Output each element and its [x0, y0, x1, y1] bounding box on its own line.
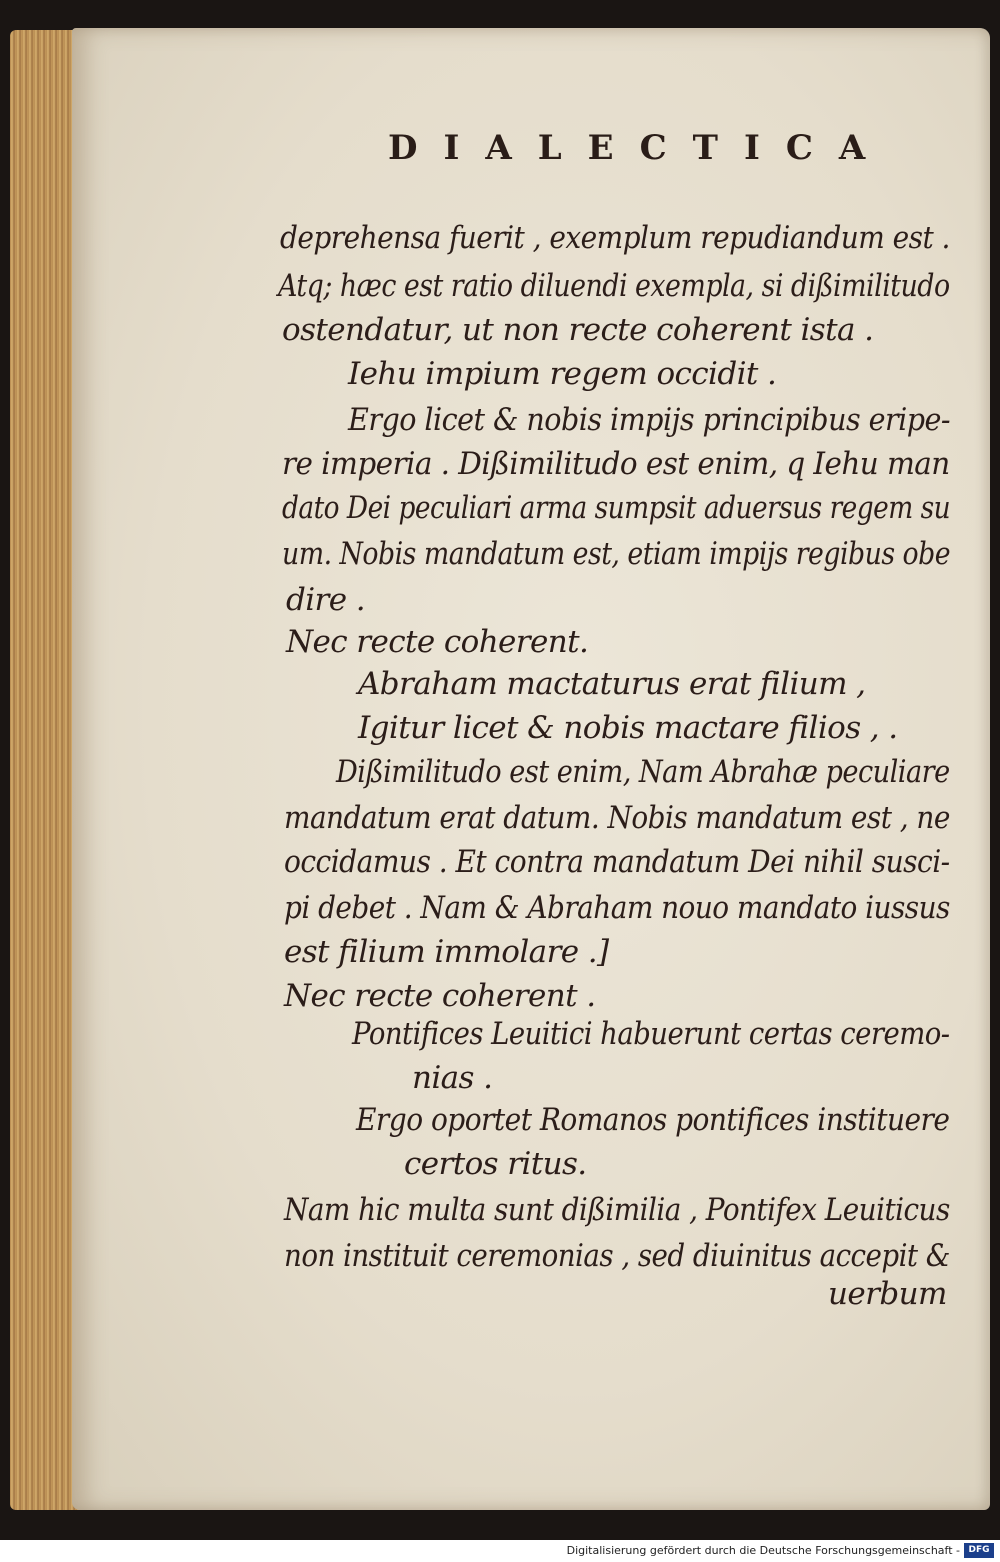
text-line: deprehensa fuerit , exemplum repudiandum est .	[280, 220, 950, 256]
text-line: Iehu impium regem occidit .	[348, 356, 777, 392]
text-line: Nec recte coherent.	[286, 624, 589, 660]
text-line: dato Dei peculiari arma sumpsit aduersus regem su	[282, 490, 951, 526]
text-line: Ergo licet & nobis impijs principibus eripe-	[348, 402, 950, 438]
text-line: Nam hic multa sunt dißimilia , Pontifex Leuiticus	[284, 1192, 950, 1228]
text-line: dire .	[286, 582, 366, 618]
catchword: uerbum	[828, 1276, 947, 1312]
text-line: pi debet . Nam & Abraham nouo mandato iussus	[284, 890, 950, 926]
text-line: ostendatur, ut non recte coherent ista .	[282, 312, 874, 348]
text-line: Igitur licet & nobis mactare filios , .	[358, 710, 898, 746]
text-line: Atq; hæc est ratio diluendi exempla, si dißimilitudo	[278, 268, 950, 304]
text-line: um. Nobis mandatum est, etiam impijs regibus obe	[282, 536, 951, 572]
text-line: est filium immolare .]	[284, 934, 609, 970]
text-line: re imperia . Dißimilitudo est enim, q Iehu man	[282, 446, 950, 482]
text-line: non instituit ceremonias , sed diuinitus accepit &	[284, 1238, 950, 1274]
text-line: mandatum erat datum. Nobis mandatum est , ne	[284, 800, 950, 836]
text-line: Dißimilitudo est enim, Nam Abrahæ peculiare	[336, 754, 950, 790]
footer-credit: Digitalisierung gefördert durch die Deutsche Forschungsgemeinschaft -	[566, 1544, 960, 1557]
text-line: Pontifices Leuitici habuerunt certas ceremo-	[352, 1016, 950, 1052]
footer-bar	[0, 1540, 1000, 1562]
text-line: certos ritus.	[404, 1146, 587, 1182]
running-header: DIALECTICA	[388, 128, 892, 168]
text-line: Nec recte coherent .	[284, 978, 596, 1014]
dfg-logo: DFG	[964, 1543, 994, 1558]
text-line: Ergo oportet Romanos pontifices instituere	[356, 1102, 950, 1138]
text-line: Abraham mactaturus erat filium ,	[358, 666, 866, 702]
text-line: occidamus . Et contra mandatum Dei nihil susci-	[284, 844, 950, 880]
text-line: nias .	[412, 1060, 493, 1096]
